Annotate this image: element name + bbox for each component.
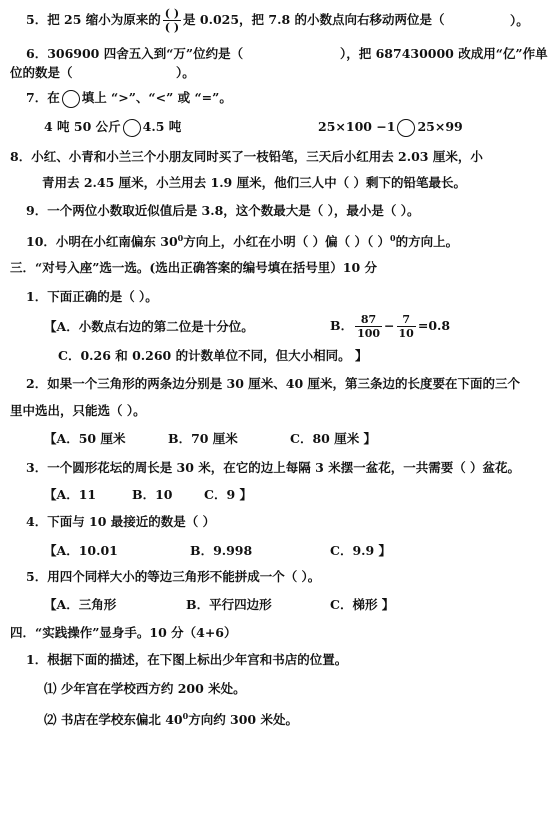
question-9: 9．一个两位小数取近似值后是 3.8，这个数最大是（ ），最小是（ ）。	[26, 203, 420, 218]
s3-question-5-title: 5．用四个同样大小的等边三角形不能拼成一个（ ）。	[26, 569, 321, 584]
s3-question-2-option-b: B．70 厘米	[168, 431, 238, 446]
s3-question-3-option-a: 【A．11	[44, 487, 97, 502]
question-5	[26, 8, 445, 33]
s3-question-1-option-b: B． $\frac{87}{100}$ − $\frac{7}{10}$ =0.8	[330, 313, 451, 340]
s3-question-4-option-b: B．9.998	[190, 543, 253, 558]
s3-question-3-option-b: B．10	[132, 487, 173, 502]
s3-question-3-option-c: C．9 】	[204, 487, 252, 502]
question-5-end: ）。	[510, 13, 529, 28]
question-6-line-1b: ），把 687430000 改成用“亿”作单	[340, 46, 548, 61]
question-7-item-a: 4 吨 50 公斤 4.5 吨	[44, 117, 181, 137]
s4-question-1-title: 1．根据下面的描述，在下图上标出少年宫和书店的位置。	[26, 652, 348, 667]
question-8-line-1: 8．小红、小青和小兰三个小朋友同时买了一枝铅笔，三天后小红用去 2.03 厘米，小	[10, 149, 483, 164]
s3-question-3-title: 3．一个圆形花坛的周长是 30 米，在它的边上每隔 3 米摆一盆花，一共需要（ ）盆花。	[26, 460, 521, 475]
s3-question-2-option-c: C．80 厘米 】	[290, 431, 377, 446]
s3-question-2-line-1: 2．如果一个三角形的两条边分别是 30 厘米、40 厘米，第三条边的长度要在下面的三个	[26, 376, 521, 391]
s3-question-4-title: 4．下面与 10 最接近的数是（ ）	[26, 514, 216, 529]
s3-question-5-option-a: 【A．三角形	[44, 597, 117, 612]
s3-question-2-line-2: 里中选出，只能选（ ）。	[10, 403, 146, 418]
question-7-title: 7．在 填上 “>”、“<” 或 “=”。	[26, 88, 232, 108]
question-10: 10．小明在小红南偏东 $30^0$方向上，小红在小明（ ）偏（ ）（ ）$^0$的方向上。	[26, 233, 459, 250]
question-6-line-1: 6．306900 四舍五入到“万”位约是（	[26, 46, 244, 61]
question-8-line-2: 青用去 2.45 厘米，小兰用去 1.9 厘米，他们三人中（ ）剩下的铅笔最长。	[42, 175, 466, 190]
section-4-title: 四．“实践操作”显身手。10 分（4+6）	[10, 625, 237, 640]
s3-question-4-option-a: 【A．10.01	[44, 543, 118, 558]
compare-circle	[62, 90, 80, 108]
s4-question-1-item-1: ⑴ 少年宫在学校西方约 200 米处。	[44, 681, 246, 696]
question-6-line-2: 位的数是（	[10, 65, 73, 80]
blank-fraction: $\frac{( )}{( )}$	[164, 7, 180, 34]
s3-question-5-option-b: B．平行四边形	[186, 597, 272, 612]
question-6-line-2b: ）。	[176, 65, 195, 80]
s3-question-1-option-a: 【A．小数点右边的第二位是十分位。	[44, 319, 254, 334]
s3-question-4-option-c: C．9.9 】	[330, 543, 392, 558]
question-7-item-b: 25×100 −1 25×99	[318, 117, 463, 137]
compare-circle	[397, 119, 415, 137]
compare-circle	[123, 119, 141, 137]
question-5-text-start: 5．把 25 缩小为原来的	[26, 12, 161, 27]
s4-question-1-item-2: ⑵ 书店在学校东偏北 $40^0$方向约 300 米处。	[44, 711, 298, 728]
s3-question-1-title: 1．下面正确的是（ ）。	[26, 289, 158, 304]
fraction-87-100: $\frac{87}{100}$	[357, 313, 381, 340]
s3-question-5-option-c: C．梯形 】	[330, 597, 395, 612]
section-3-title: 三．“对号入座”选一选。(选出正确答案的编号填在括号里）10 分	[10, 260, 378, 275]
question-5-text-mid: 是 0.025，把 7.8 的小数点向右移动两位是（	[183, 12, 445, 27]
fraction-7-10: $\frac{7}{10}$	[398, 313, 414, 340]
s3-question-1-option-c: C．0.26 和 0.260 的计数单位不同，但大小相同。 】	[58, 348, 368, 363]
s3-question-2-option-a: 【A．50 厘米	[44, 431, 126, 446]
